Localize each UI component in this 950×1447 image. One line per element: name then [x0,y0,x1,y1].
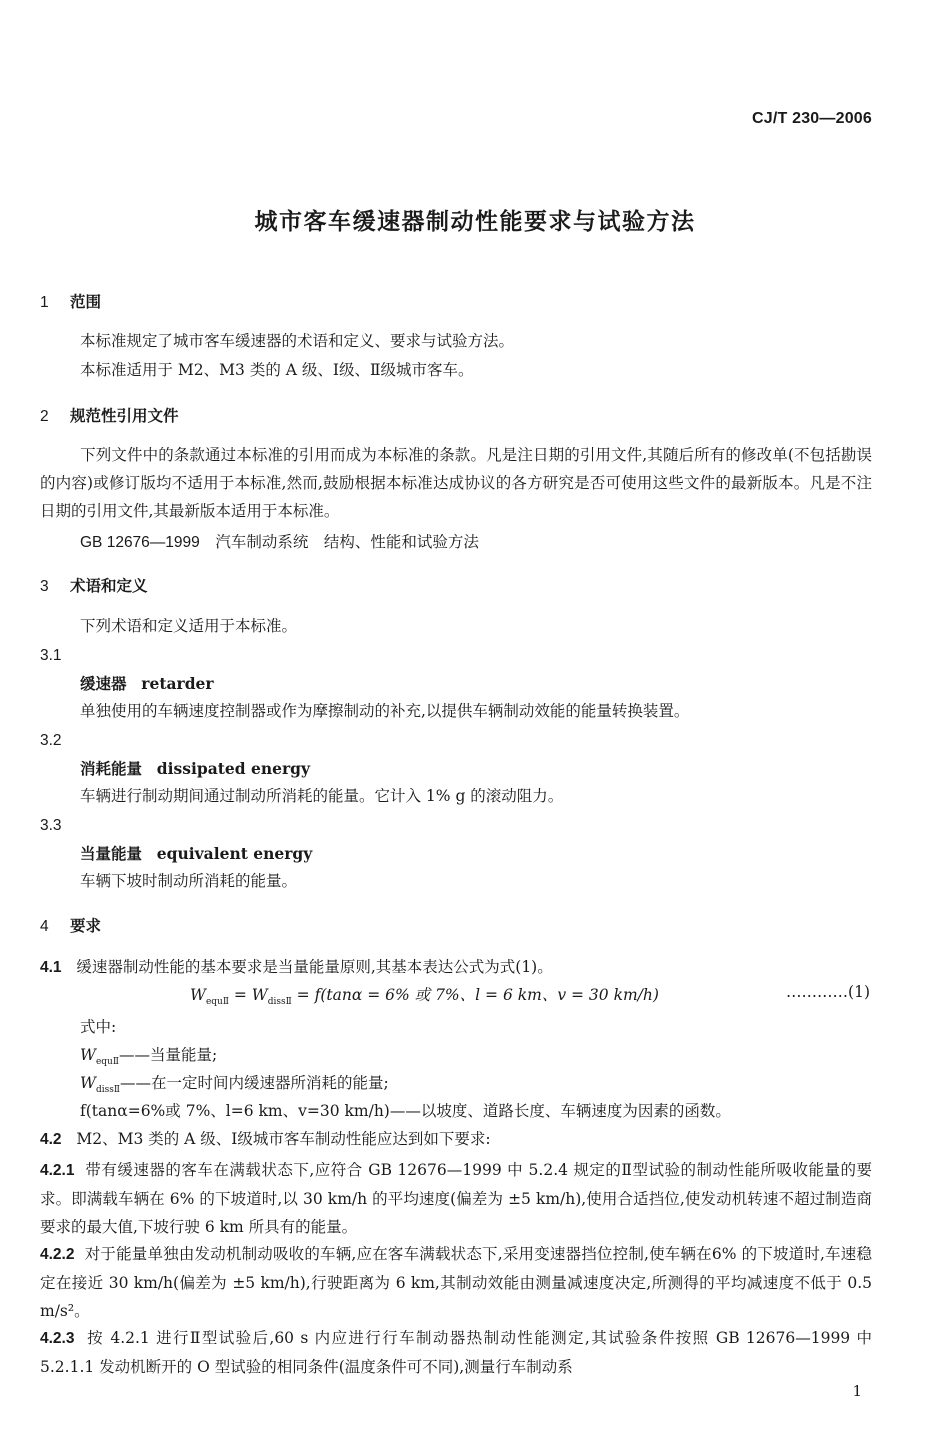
clause-text: 带有缓速器的客车在满载状态下,应符合 GB 12676—1999 中 5.2.4 规定的Ⅱ型试验的制动性能所吸收能量的要求。即满载车辆在 6% 的下坡道时,以 30 km/h 的平均速度(偏差为 ±5 km/h),使用合适挡位,使发动机转速不超过制造商要求的最大值,下坡行驶 6 km 所具有的能量。 [40,1161,872,1236]
term-definition: 车辆下坡时制动所消耗的能量。 [80,872,298,890]
section-4-heading [40,914,101,936]
term-definition: 车辆进行制动期间通过制动所消耗的能量。它计入 1% g 的滚动阻力。 [80,787,564,805]
reference-title: 汽车制动系统 结构、性能和试验方法 [215,533,479,551]
reference-code: GB 12676—1999 [80,534,200,551]
normative-reference [80,527,479,558]
term-cn: 消耗能量 [80,761,143,778]
paragraph: 本标准规定了城市客车缓速器的术语和定义、要求与试验方法。 [80,332,515,350]
clause-text: M2、M3 类的 A 级、Ⅰ级城市客车制动性能应达到如下要求: [76,1130,491,1148]
section-title: 范围 [70,293,102,311]
formula-symbol: W [190,986,206,1004]
term-cn: 缓速器 [80,676,127,693]
term-number: 3.2 [40,732,62,749]
formula-rhs: f(tanα = 6% 或 7%、l = 6 km、v = 30 km/h) [314,986,659,1004]
symbol-definition: $W_{dissⅡ}——$在一定时间内缓速器所消耗的能量; [80,1074,389,1096]
page-number: 1 [852,1382,862,1400]
section-number: 1 [40,294,49,311]
section-2-heading [40,404,179,426]
clause-4-2-2 [40,1240,872,1325]
formula-equals: = [291,986,315,1004]
clause-number: 4.2.1 [40,1162,75,1179]
section-title: 术语和定义 [70,577,148,595]
clause-4-2 [40,1124,491,1155]
standard-code: CJ/T 230—2006 [751,110,872,127]
term-number: 3.3 [40,817,62,834]
term-definition: 单独使用的车辆速度控制器或作为摩擦制动的补充,以提供车辆制动效能的能量转换装置。 [80,702,690,720]
term-cn: 当量能量 [80,846,143,863]
section-3-heading [40,574,148,596]
clause-number: 4.2.3 [40,1330,75,1347]
term-number: 3.1 [40,647,62,664]
clause-text: 按 4.2.1 进行Ⅱ型试验后,60 s 内应进行行车制动器热制动性能测定,其试验条件按照 GB 12676—1999 中 5.2.1.1 发动机断开的 O 型试验的相同条件(温度条件可不同),测量行车制动系 [40,1329,872,1376]
paragraph: 下列文件中的条款通过本标准的引用而成为本标准的条款。凡是注日期的引用文件,其随后所有的修改单(不包括勘误的内容)或修订版均不适用于本标准,然而,鼓励根据本标准达成协议的各方研究是否可使用这些文件的最新版本。凡是不注日期的引用文件,其最新版本适用于本标准。 [40,446,872,520]
symbol-definition: $W_{equⅡ}——$当量能量; [80,1046,218,1068]
formula-subscript: equⅡ [205,997,229,1008]
clause-text: 对于能量单独由发动机制动吸收的车辆,应在客车满载状态下,采用变速器挡位控制,使车辆在6% 的下坡道时,车速稳定在接近 30 km/h(偏差为 ±5 km/h),行驶距离为 6 km,其制动效能由测量减速度决定,所测得的平均减速度不低于 0.5 m/s²。 [40,1245,872,1320]
section-number: 4 [40,918,49,935]
term-en: equivalent energy [156,844,313,863]
section-title: 规范性引用文件 [70,407,179,425]
formula-number: …………(1) [786,983,870,1001]
clause-number: 4.1 [40,959,62,976]
term-en: retarder [141,674,214,693]
where-label: 式中: [80,1018,117,1036]
paragraph: 本标准适用于 M2、M3 类的 A 级、Ⅰ级、Ⅱ级城市客车。 [80,361,474,379]
section-number: 3 [40,578,49,595]
clause-4-2-3 [40,1324,872,1381]
clause-number: 4.2 [40,1131,62,1148]
section-number: 2 [40,408,49,425]
formula-equals: = [228,986,252,1004]
clause-text: 缓速器制动性能的基本要求是当量能量原则,其基本表达公式为式(1)。 [76,958,553,976]
section-title: 要求 [70,917,102,935]
symbol-definition: f(tanα=6%或 7%、l=6 km、v=30 km/h)——以坡度、道路长度、车辆速度为因素的函数。 [80,1102,731,1120]
formula-subscript: dissⅡ [267,997,292,1008]
section-1-heading [40,290,101,312]
term-en: dissipated energy [156,759,311,778]
formula [190,983,659,1007]
document-title: 城市客车缓速器制动性能要求与试验方法 [254,209,696,235]
paragraph: 下列术语和定义适用于本标准。 [80,617,298,635]
clause-4-2-1 [40,1156,872,1241]
formula-symbol: W [251,986,268,1004]
clause-number: 4.2.2 [40,1246,75,1263]
clause-4-1 [40,952,553,983]
